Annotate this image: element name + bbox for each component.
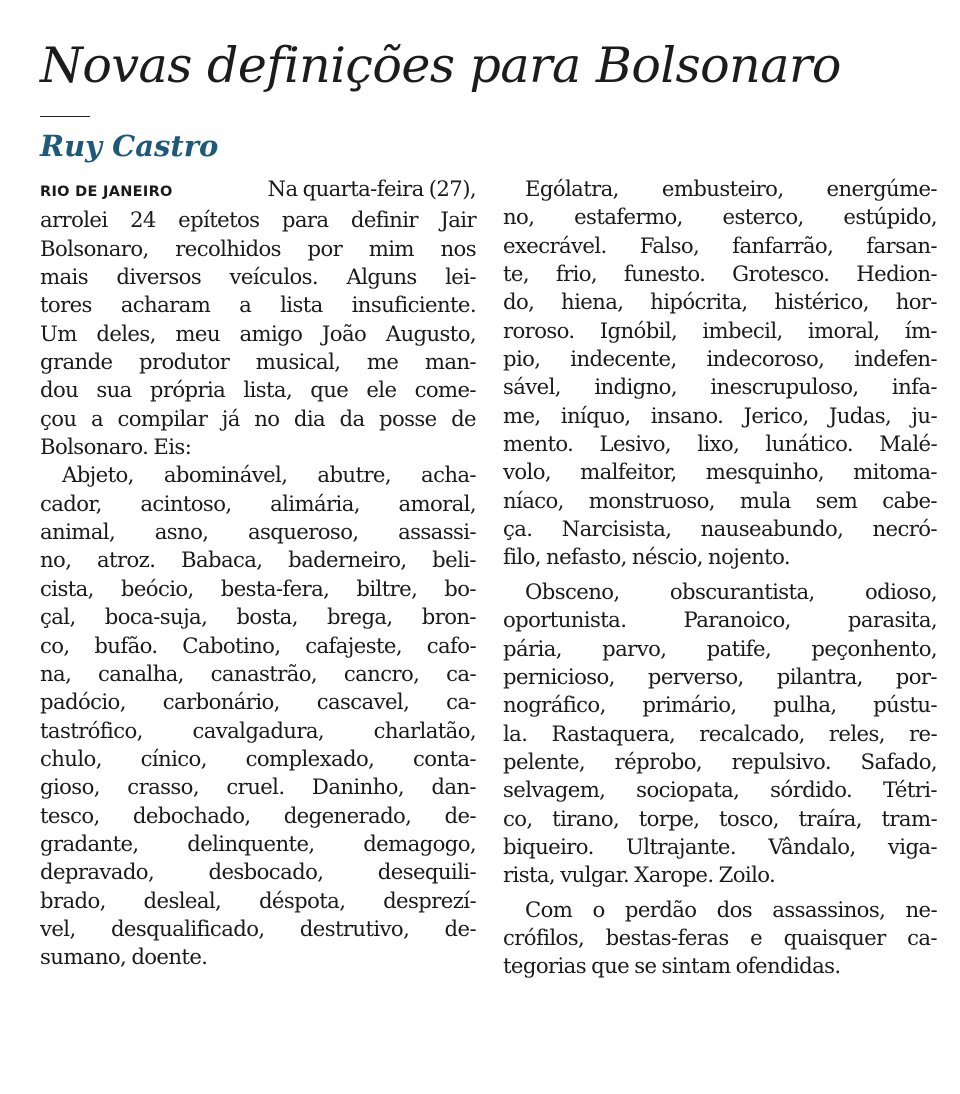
text-line: tegorias que se sintam ofendidas. bbox=[503, 953, 841, 979]
text-line: Na quarta-feira (27), bbox=[267, 176, 476, 201]
text-line: oportunista. Paranoico, parasita, bbox=[503, 607, 937, 633]
text-line: tastrófico, cavalgadura, charlatão, bbox=[40, 717, 476, 743]
text-line: execrável. Falso, fanfarrão, farsan- bbox=[503, 232, 937, 258]
text-line: cador, acintoso, alimária, amoral, bbox=[40, 490, 476, 516]
text-line: grande produtor musical, me man- bbox=[40, 349, 476, 375]
article-column-left bbox=[40, 175, 476, 972]
text-line: la. Rastaquera, recalcado, reles, re- bbox=[503, 720, 937, 746]
text-line: biqueiro. Ultrajante. Vândalo, viga- bbox=[503, 833, 937, 859]
text-line: ça. Narcisista, nauseabundo, necró- bbox=[503, 516, 937, 542]
text-line: Com o perdão dos assassinos, ne- bbox=[525, 896, 937, 922]
text-line: Ególatra, embusteiro, energúme- bbox=[525, 176, 937, 201]
text-line: pelente, réprobo, repulsivo. Safado, bbox=[503, 748, 937, 774]
text-line: co, tirano, torpe, tosco, traíra, tram- bbox=[503, 805, 937, 831]
text-line: filo, nefasto, néscio, nojento. bbox=[503, 544, 791, 570]
text-line: sável, indigno, inescrupuloso, infa- bbox=[503, 374, 937, 400]
text-line: crófilos, bestas-feras e quaisquer ca- bbox=[503, 924, 937, 950]
text-line: animal, asno, asqueroso, assassi- bbox=[40, 519, 476, 545]
text-line: Obsceno, obscurantista, odioso, bbox=[525, 578, 937, 604]
text-line: nográfico, primário, pulha, pústu- bbox=[503, 692, 937, 718]
text-line: Bolsonaro. Eis: bbox=[40, 434, 192, 460]
text-line: vel, desqualificado, destrutivo, de- bbox=[40, 915, 476, 941]
dateline: RIO DE JANEIRO bbox=[40, 184, 173, 200]
article-column-right bbox=[503, 175, 937, 981]
text-line: Um deles, meu amigo João Augusto, bbox=[40, 320, 476, 346]
text-line: no, estafermo, esterco, estúpido, bbox=[503, 204, 937, 230]
text-line: çou a compilar já no dia da posse de bbox=[40, 405, 476, 431]
text-line: no, atroz. Babaca, baderneiro, beli- bbox=[40, 547, 476, 573]
text-line: te, frio, funesto. Grotesco. Hedion- bbox=[503, 261, 937, 287]
text-line: roroso. Ignóbil, imbecil, imoral, ím- bbox=[503, 317, 937, 343]
text-line: padócio, carbonário, cascavel, ca- bbox=[40, 689, 476, 715]
text-line: depravado, desbocado, desequili- bbox=[40, 859, 476, 885]
text-line: dou sua própria lista, que ele come- bbox=[40, 377, 476, 403]
text-line: brado, desleal, déspota, desprezí- bbox=[40, 887, 476, 913]
headline-divider bbox=[40, 116, 90, 117]
text-line: níaco, monstruoso, mula sem cabe- bbox=[503, 487, 937, 513]
text-line: arrolei 24 epítetos para definir Jair bbox=[40, 207, 476, 233]
text-line: tesco, debochado, degenerado, de- bbox=[40, 802, 476, 828]
text-line: pio, indecente, indecoroso, indefen- bbox=[503, 346, 937, 372]
text-line: me, iníquo, insano. Jerico, Judas, ju- bbox=[503, 402, 937, 428]
text-line: mento. Lesivo, lixo, lunático. Malé- bbox=[503, 431, 937, 457]
text-line: tores acharam a lista insuficiente. bbox=[40, 292, 476, 318]
text-line: çal, boca-suja, bosta, brega, bron- bbox=[40, 604, 476, 630]
text-line: cista, beócio, besta-fera, biltre, bo- bbox=[40, 575, 476, 601]
text-line: Abjeto, abominável, abutre, acha- bbox=[62, 462, 476, 488]
text-line: pernicioso, perverso, pilantra, por- bbox=[503, 663, 937, 689]
text-line: sumano, doente. bbox=[40, 944, 208, 970]
text-line: gioso, crasso, cruel. Daninho, dan- bbox=[40, 774, 476, 800]
text-line: na, canalha, canastrão, cancro, ca- bbox=[40, 660, 476, 686]
text-line: Bolsonaro, recolhidos por mim nos bbox=[40, 235, 476, 261]
headline: Novas definições para Bolsonaro bbox=[40, 37, 841, 94]
first-line bbox=[40, 175, 476, 206]
text-line: selvagem, sociopata, sórdido. Tétri- bbox=[503, 777, 937, 803]
text-line: do, hiena, hipócrita, histérico, hor- bbox=[503, 289, 937, 315]
text-line: mais diversos veículos. Alguns lei- bbox=[40, 264, 476, 290]
text-line: gradante, delinquente, demagogo, bbox=[40, 830, 476, 856]
text-line: co, bufão. Cabotino, cafajeste, cafo- bbox=[40, 632, 476, 658]
text-line: rista, vulgar. Xarope. Zoilo. bbox=[503, 862, 776, 888]
text-line: pária, parvo, patife, peçonhento, bbox=[503, 635, 937, 661]
text-line: volo, malfeitor, mesquinho, mitoma- bbox=[503, 459, 937, 485]
text-line: chulo, cínico, complexado, conta- bbox=[40, 745, 476, 771]
author-byline: Ruy Castro bbox=[40, 129, 219, 163]
